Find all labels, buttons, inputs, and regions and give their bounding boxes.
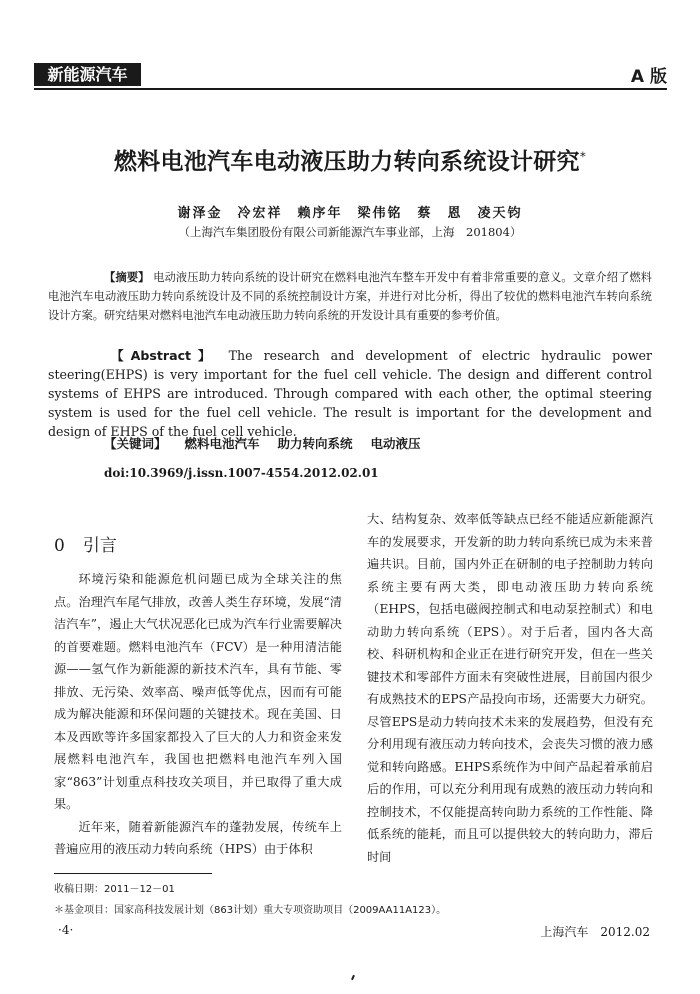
- abstract-en: [48, 346, 652, 441]
- page-number: ·4·: [58, 923, 74, 937]
- footnote-rule: [54, 873, 212, 874]
- body-column-left: [54, 568, 342, 861]
- keywords: [104, 434, 421, 452]
- footnote-received: 收稿日期：2011－12－01: [54, 884, 175, 895]
- section-heading: [54, 531, 117, 556]
- abstract-cn-label: 【摘要】: [104, 271, 150, 284]
- body-column-right: [367, 508, 653, 868]
- affiliation: （上海汽车集团股份有限公司新能源汽车事业部，上海 201804）: [178, 225, 522, 239]
- abstract-cn: [48, 268, 652, 325]
- footnote-fund: ＊基金项目：国家高科技发展计划（863计划）重大专项资助项目（2009AA11A123）。: [54, 905, 447, 916]
- keyword: 助力转向系统: [277, 436, 353, 451]
- body-paragraph: 环境污染和能源危机问题已成为全球关注的焦点。治理汽车尾气排放，改善人类生存环境，发展“清洁汽车”，遏止大气状况恶化已成为汽车行业需要解决的首要难题。燃料电池汽车（FCV）是一种用清洁能源——氢气作为新能源的新技术汽车，具有节能、零排放、无污染、效率高、噪声低等优点，因而有可能成为解决能源和环保问题的关键技术。现在美国、日本及西欧等许多国家都投入了巨大的人力和资金来发展燃料电池汽车，我国也把燃料电池汽车列入国家“863”计划重点科技攻关项目，并已取得了重大成果。: [54, 572, 342, 811]
- abstract-en-text: The research and development of electric hydraulic power steering(EHPS) is very important for the fuel cell vehicle. The design and different control systems of EHPS are introduced. Through compared with each other, the optimal steering system is used for the fuel cell vehicle. The result is important for the development and design of EHPS of the fuel cell vehicle.: [48, 348, 652, 439]
- keyword: 燃料电池汽车: [184, 436, 260, 451]
- body-paragraph: 近年来，随着新能源汽车的蓬勃发展，传统车上普遍应用的液压动力转向系统（HPS）由于体积: [54, 819, 342, 856]
- title-text: 燃料电池汽车电动液压助力转向系统设计研究: [113, 149, 580, 175]
- journal-name: 上海汽车 2012.02: [540, 925, 650, 939]
- scan-speck: [351, 975, 355, 980]
- edition-label: A 版: [630, 67, 667, 87]
- abstract-en-label: 【Abstract】: [104, 348, 218, 363]
- abstract-cn-text: 电动液压助力转向系统的设计研究在燃料电池汽车整车开发中有着非常重要的意义。文章介绍了燃料电池汽车电动液压助力转向系统设计及不同的系统控制设计方案，并进行对比分析，得出了较优的燃料电池汽车转向系统设计方案。研究结果对燃料电池汽车电动液压助力转向系统的开发设计具有重要的参考价值。: [48, 271, 652, 322]
- keywords-label: 【关键词】: [104, 436, 167, 451]
- section-title: 引言: [82, 536, 117, 556]
- keyword: 电动液压: [370, 436, 421, 451]
- author-list: 谢泽金 冷宏祥 赖序年 梁伟铭 蔡 恩 凌天钧: [177, 206, 523, 221]
- section-number: 0: [54, 536, 65, 556]
- title-footnote-mark: *: [579, 149, 587, 164]
- header-rule: [34, 88, 667, 90]
- section-tag: 新能源汽车: [34, 63, 141, 86]
- doi: doi:10.3969/j.issn.1007-4554.2012.02.01: [104, 466, 379, 480]
- article-title: [0, 143, 700, 176]
- body-paragraph: 大、结构复杂、效率低等缺点已经不能适应新能源汽车的发展要求，开发新的助力转向系统已成为未来普遍共识。目前，国内外正在研制的电子控制助力转向系统主要有两大类，即电动液压助力转向系统（EHPS，包括电磁阀控制式和电动泵控制式）和电动助力转向系统（EPS）。对于后者，国内各大高校、科研机构和企业正在进行研究开发，但在一些关键技术和零部件方面未有突破性进展，目前国内很少有成熟技术的EPS产品投向市场，还需要大力研究。尽管EPS是动力转向技术未来的发展趋势，但没有充分利用现有液压动力转向技术，会丧失习惯的液力感觉和转向路感。EHPS系统作为中间产品起着承前启后的作用，可以充分利用现有成熟的液压动力转向和控制技术，不仅能提高转向助力系统的工作性能、降低系统的能耗，而且可以提供较大的转向助力，滞后时间: [367, 512, 653, 864]
